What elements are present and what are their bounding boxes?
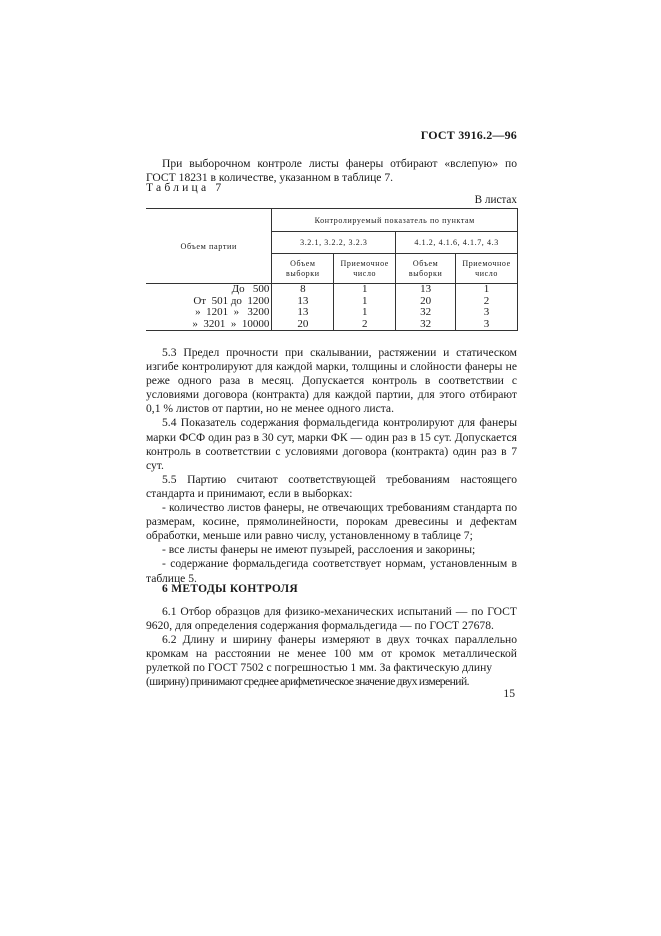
lot-size-cell: » 3201 » 10000 <box>192 317 270 330</box>
b-sample-size-column <box>396 284 456 331</box>
header-b-sample-size-l2: выборки <box>408 268 443 278</box>
intro-paragraph: При выборочном контроле листы фанеры отбирают «вслепую» по ГОСТ 18231 в количестве, указанном в таблице 7. <box>146 157 517 185</box>
a-acceptance-column <box>334 284 396 331</box>
value-cell: 3 <box>483 306 490 318</box>
lot-size-column <box>146 284 272 331</box>
list-item-quantity: - количество листов фанеры, не отвечающих требованиям стандарта по размерам, косине, прямолинейности, порокам древесины и дефектам обработки, меньше или равно числу, установленному в таблице 7; <box>146 501 517 543</box>
header-group-a: 3.2.1, 3.2.2, 3.2.3 <box>272 232 396 254</box>
value-cell: 13 <box>297 294 309 307</box>
header-group-b: 4.1.2, 4.1.6, 4.1.7, 4.3 <box>396 232 518 254</box>
table-units-note: В листах <box>474 194 517 206</box>
paragraph-6-2: 6.2 Длину и ширину фанеры измеряют в двух точках параллельно кромкам на расстоянии не менее 100 мм от кромок металлической рулеткой по ГОСТ 7502 с погрешностью 1 мм. За фактическую длину <box>146 633 517 675</box>
table-caption: Таблица 7 <box>146 181 225 194</box>
header-a-acceptance-l1: Приемочное <box>340 258 389 268</box>
header-controlled-parameter: Контролируемый показатель по пунктам <box>272 209 518 232</box>
header-b-sample-size <box>396 254 456 284</box>
sampling-table <box>146 208 518 331</box>
header-b-acceptance-l1: Приемочное <box>462 258 511 268</box>
header-lot-size: Объем партии <box>146 209 272 284</box>
value-cell: 2 <box>483 294 490 307</box>
paragraph-6-1: 6.1 Отбор образцов для физико-механических испытаний — по ГОСТ 9620, для определения содержания формальдегида — по ГОСТ 27678. <box>146 605 517 633</box>
lot-size-cell: » 1201 » 3200 <box>195 306 270 318</box>
value-cell: 13 <box>297 306 309 318</box>
value-cell: 32 <box>420 317 432 330</box>
header-a-sample-size-l2: выборки <box>286 268 320 278</box>
header-b-acceptance <box>456 254 518 284</box>
value-cell: 20 <box>297 317 309 330</box>
header-a-acceptance <box>334 254 396 284</box>
value-cell: 20 <box>420 294 432 307</box>
value-cell: 32 <box>420 306 432 318</box>
header-a-sample-size-l1: Объем <box>290 258 316 268</box>
section-5-text <box>146 346 517 586</box>
header-a-acceptance-l2: число <box>353 268 377 278</box>
page-number: 15 <box>503 687 515 700</box>
document-code: ГОСТ 3916.2—96 <box>420 128 517 142</box>
list-item-no-bubbles: - все листы фанеры не имеют пузырей, расслоения и закорины; <box>162 543 476 557</box>
value-cell: 13 <box>420 283 432 295</box>
lot-size-cell: От 501 до 1200 <box>193 294 270 307</box>
header-a-sample-size <box>272 254 334 284</box>
paragraph-5-4: 5.4 Показатель содержания формальдегида контролируют для фанеры марки ФСФ один раз в 30 сут, марки ФК — один раз в 15 сут. Допускается контроль в соответствии с условиями договора (контракта) один раз в 7 сут. <box>146 416 517 472</box>
a-sample-size-column <box>272 284 334 331</box>
paragraph-6-2-end: (ширину) принимают среднее арифметическое значение двух измерений. <box>146 675 469 689</box>
section-6-text <box>146 605 517 690</box>
value-cell: 1 <box>483 283 490 295</box>
value-cell: 1 <box>361 306 368 318</box>
section-6-heading: 6 МЕТОДЫ КОНТРОЛЯ <box>162 583 299 595</box>
value-cell: 2 <box>361 317 368 330</box>
value-cell: 3 <box>483 317 490 330</box>
paragraph-5-5: 5.5 Партию считают соответствующей требованиям настоящего стандарта и принимают, если в выборках: <box>146 472 517 500</box>
b-acceptance-column <box>456 284 518 331</box>
list-item-formaldehyde: - содержание формальдегида соответствует нормам, установленным в таблице 5. <box>146 557 517 585</box>
paragraph-5-3: 5.3 Предел прочности при скалывании, растяжении и статическом изгибе контролируют для каждой марки, толщины и слойности фанеры не реже одного раза в месяц. Допускается контроль в соответствии с условиями договора (контракта) для каждой партии, для этого отбирают 0,1 % листов от партии, но не менее одного листа. <box>146 346 517 416</box>
lot-size-cell: До 500 <box>231 283 270 295</box>
value-cell: 1 <box>361 294 368 307</box>
header-b-sample-size-l1: Объем <box>412 258 439 268</box>
header-b-acceptance-l2: число <box>475 268 498 278</box>
value-cell: 8 <box>300 283 306 295</box>
value-cell: 1 <box>361 283 368 295</box>
